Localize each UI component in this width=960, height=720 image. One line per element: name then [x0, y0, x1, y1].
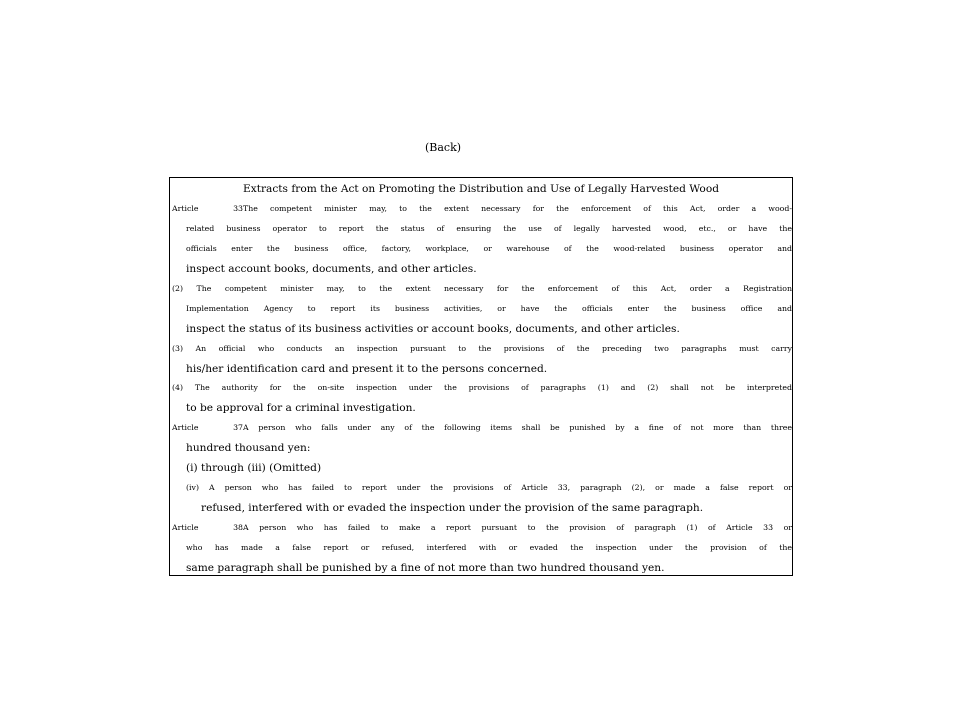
article-37-item-iv-line-1: (iv) A person who has failed to report under the provisions of Article 33, paragraph (2), or made a false report or — [186, 483, 792, 492]
para-2-line-2: Implementation Agency to report its business activities, or have the officials enter the business office and — [186, 304, 792, 313]
article-38-text-1: A person who has failed to make a report pursuant to the provision of paragraph (1) of Article 33 or — [243, 523, 792, 532]
article-37-text-1: A person who falls under any of the following items shall be punished by a fine of not more than three — [243, 423, 792, 432]
article-38-line-1 — [172, 521, 792, 535]
article-37-line-1 — [172, 421, 792, 435]
article-33-line-2: related business operator to report the status of ensuring the use of legally harvested wood, etc., or have the — [186, 224, 792, 233]
act-extract-box — [169, 177, 793, 576]
article-38-line-3: same paragraph shall be punished by a fine of not more than two hundred thousand yen. — [186, 562, 665, 574]
article-38-line-2: who has made a false report or refused, interfered with or evaded the inspection under the provision of the — [186, 543, 792, 552]
article-33-line-1 — [172, 202, 792, 216]
article-38-number: Article 38 — [172, 523, 243, 532]
para-2-line-1: (2) The competent minister may, to the extent necessary for the enforcement of this Act, order a Registration — [172, 284, 792, 293]
article-33-number: Article 33 — [172, 204, 243, 213]
para-3-line-1: (3) An official who conducts an inspection pursuant to the provisions of the preceding two paragraphs must carry — [172, 344, 792, 353]
para-3-line-2: his/her identification card and present it to the persons concerned. — [186, 363, 548, 375]
article-33-line-4: inspect account books, documents, and other articles. — [186, 263, 477, 275]
back-label: (Back) — [424, 141, 462, 154]
para-4-line-2: to be approval for a criminal investigation. — [186, 402, 416, 414]
extract-title: Extracts from the Act on Promoting the Distribution and Use of Legally Harvested Wood — [243, 183, 719, 195]
para-4-line-1: (4) The authority for the on-site inspection under the provisions of paragraphs (1) and (2) shall not be interpreted — [172, 383, 792, 392]
article-37-item-iv-line-2: refused, interfered with or evaded the inspection under the provision of the same paragraph. — [201, 502, 704, 514]
article-37-number: Article 37 — [172, 423, 243, 432]
article-37-line-2: hundred thousand yen: — [186, 442, 311, 454]
article-33-line-3: officials enter the business office, factory, workplace, or warehouse of the wood-related business operator and — [186, 244, 792, 253]
para-2-line-3: inspect the status of its business activities or account books, documents, and other articles. — [186, 323, 680, 335]
article-33-text-1: The competent minister may, to the extent necessary for the enforcement of this Act, order a wood- — [243, 204, 792, 213]
article-37-items-i-iii: (i) through (iii) (Omitted) — [186, 462, 322, 474]
